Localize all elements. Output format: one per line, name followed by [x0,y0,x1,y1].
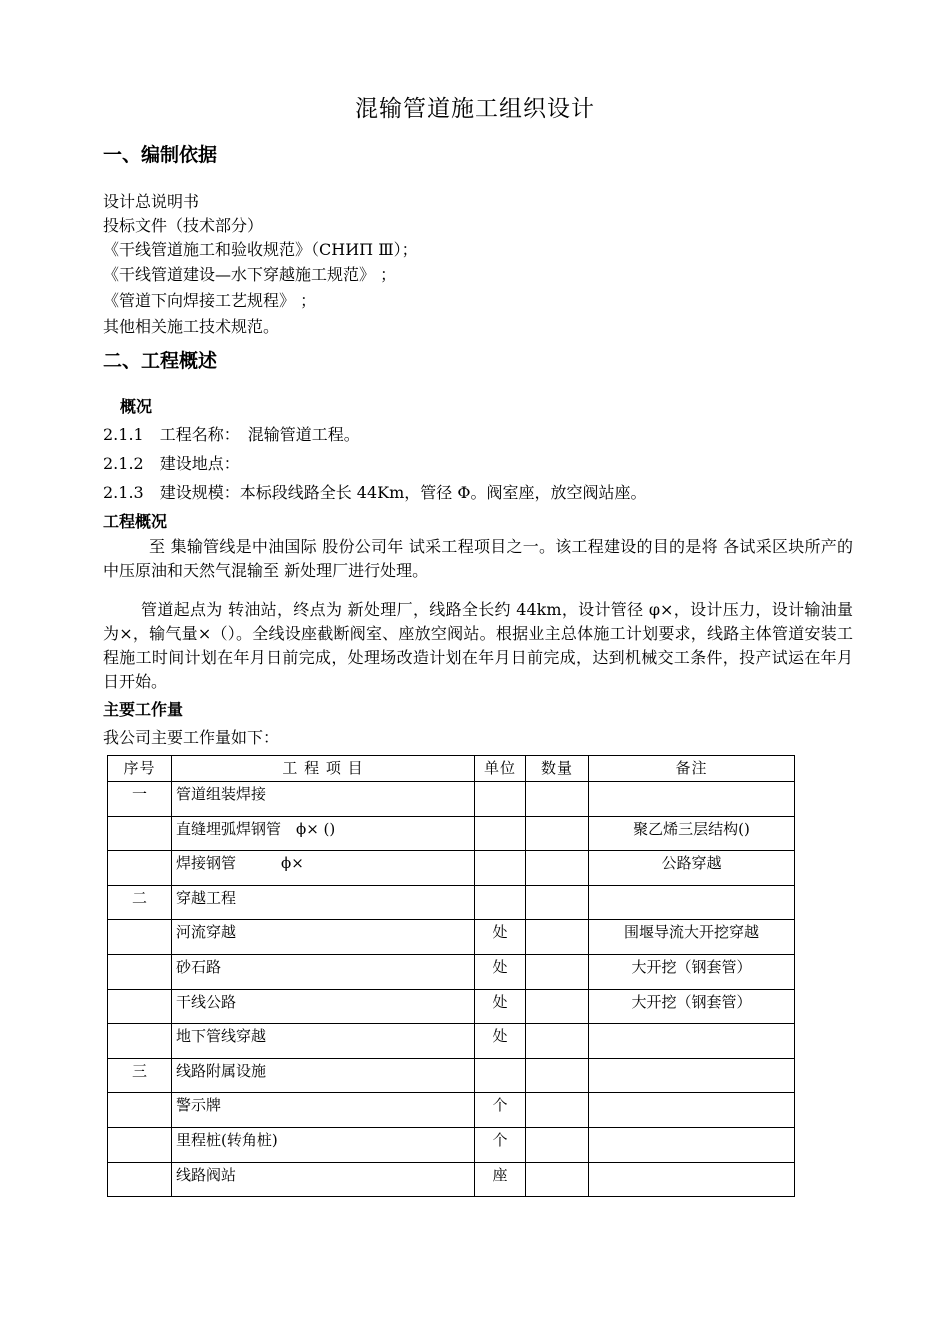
cell-item: 焊接钢管 ϕ× [172,851,475,886]
cell-note: 公路穿越 [589,851,795,886]
cell-no [108,816,172,851]
cell-unit: 个 [475,1093,526,1128]
cell-item: 管道组装焊接 [172,782,475,817]
cell-item: 线路阀站 [172,1162,475,1197]
project-field: 2.1.2 建设地点： [103,454,240,473]
cell-item: 穿越工程 [172,885,475,920]
table-row [108,816,795,851]
cell-qty [526,816,589,851]
table-row [108,1093,795,1128]
header-no: 序号 [108,756,172,782]
cell-no [108,1093,172,1128]
cell-item: 砂石路 [172,954,475,989]
overview-label: 概况 [120,397,153,416]
table-row [108,1127,795,1162]
cell-unit [475,782,526,817]
basis-item: 投标文件（技术部分） [103,216,264,235]
table-row [108,989,795,1024]
section-heading-overview: 二、工程概述 [103,350,218,372]
cell-unit [475,1058,526,1093]
cell-item: 河流穿越 [172,920,475,955]
cell-unit: 处 [475,920,526,955]
cell-no [108,954,172,989]
cell-note [589,1058,795,1093]
workload-table [107,755,795,1197]
cell-qty [526,1024,589,1059]
cell-no: 二 [108,885,172,920]
cell-no: 一 [108,782,172,817]
cell-note: 大开挖（钢套管） [589,989,795,1024]
cell-note: 聚乙烯三层结构() [589,816,795,851]
cell-unit: 个 [475,1127,526,1162]
cell-item: 干线公路 [172,989,475,1024]
overview-paragraph: 至 集输管线是中油国际 股份公司年 试采工程项目之一。该工程建设的目的是将 各试采区块所产的中压原油和天然气混输至 新处理厂进行处理。 [103,537,853,580]
cell-note: 围堰导流大开挖穿越 [589,920,795,955]
section-heading-basis: 一、编制依据 [103,144,218,166]
cell-qty [526,1058,589,1093]
basis-item: 其他相关施工技术规范。 [103,317,280,336]
workload-intro: 我公司主要工作量如下： [103,728,280,747]
project-field: 2.1.3 建设规模：本标段线路全长 44Km，管径 Φ。阀室座，放空阀站座。 [103,483,647,502]
table-row [108,885,795,920]
cell-unit [475,851,526,886]
overview-paragraph: 管道起点为 转油站，终点为 新处理厂，线路全长约 44km，设计管径 φ×，设计压力，设计输油量为×，输气量×（）。全线设座截断阀室、座放空阀站。根据业主总体施工计划要求，线路主体管道安装工程施工时间计划在年月日前完成，处理场改造计划在年月日前完成，达到机械交工条件，投产试运在年月日开始。 [103,600,853,691]
header-item: 工 程 项 目 [172,756,475,782]
project-field: 2.1.1 工程名称： 混输管道工程。 [103,425,360,444]
cell-qty [526,954,589,989]
cell-qty [526,920,589,955]
cell-item: 警示牌 [172,1093,475,1128]
cell-qty [526,1093,589,1128]
cell-unit: 处 [475,989,526,1024]
workload-label: 主要工作量 [103,700,184,719]
cell-qty [526,851,589,886]
cell-no [108,920,172,955]
cell-note [589,782,795,817]
cell-item: 里程桩(转角桩) [172,1127,475,1162]
cell-no [108,989,172,1024]
cell-qty [526,885,589,920]
basis-item: 《干线管道施工和验收规范》（СНИП Ⅲ）； [103,240,418,259]
cell-note [589,1162,795,1197]
basis-item: 《管道下向焊接工艺规程》 ； [103,291,317,310]
cell-note: 大开挖（钢套管） [589,954,795,989]
table-header-row [108,756,795,782]
cell-item: 直缝埋弧焊钢管 ϕ× () [172,816,475,851]
cell-unit: 处 [475,954,526,989]
cell-note [589,1127,795,1162]
table-row [108,1024,795,1059]
project-overview-label: 工程概况 [103,512,168,531]
basis-item: 设计总说明书 [103,192,200,211]
cell-item: 线路附属设施 [172,1058,475,1093]
cell-note [589,1093,795,1128]
cell-no [108,1024,172,1059]
cell-no [108,851,172,886]
cell-item: 地下管线穿越 [172,1024,475,1059]
cell-qty [526,1162,589,1197]
header-unit: 单位 [475,756,526,782]
cell-no [108,1127,172,1162]
cell-no: 三 [108,1058,172,1093]
cell-unit: 座 [475,1162,526,1197]
cell-note [589,885,795,920]
table-row [108,782,795,817]
cell-unit [475,816,526,851]
table-row [108,920,795,955]
cell-qty [526,1127,589,1162]
table-row [108,954,795,989]
cell-note [589,1024,795,1059]
basis-item: 《干线管道建设—水下穿越施工规范》 ； [103,265,397,284]
cell-qty [526,782,589,817]
cell-no [108,1162,172,1197]
table-row [108,1058,795,1093]
page-title: 混输管道施工组织设计 [355,96,595,122]
cell-unit [475,885,526,920]
cell-qty [526,989,589,1024]
cell-unit: 处 [475,1024,526,1059]
table-row [108,1162,795,1197]
header-qty: 数量 [526,756,589,782]
table-row [108,851,795,886]
header-note: 备注 [589,756,795,782]
